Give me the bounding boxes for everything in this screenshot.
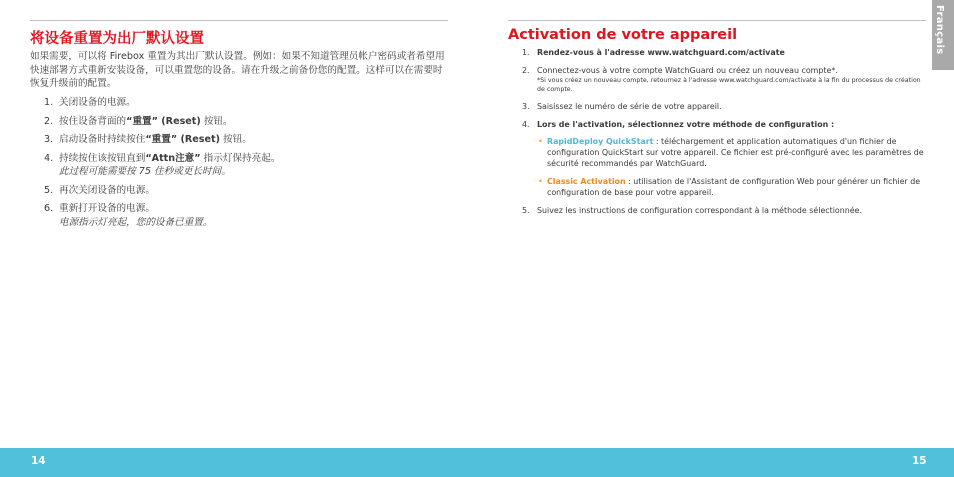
step-number: 1. (44, 97, 54, 108)
language-tab (932, 0, 954, 70)
step-text: 重新打开设备的电源。 (59, 203, 155, 214)
list-item (508, 205, 928, 216)
step-number: 2. (522, 66, 530, 75)
step-text: 持续按住该按钮直到 (59, 152, 146, 164)
method-description: : téléchargement et application automatiques d'un fichier de configuration QuickStart sur votre appareil. Ce fichier est pré-configuré avec les paramètres de sécurité recommandés par WatchGuard. (547, 137, 924, 168)
step-text: Saisissez le numéro de série de votre appareil. (537, 102, 722, 111)
step-number: 4. (522, 120, 530, 129)
top-rule-left (30, 20, 448, 21)
page-number-left: 14 (31, 455, 46, 467)
list-item (537, 176, 928, 198)
step-emphasis: Rendez-vous à l'adresse www.watchguard.com/activate (537, 48, 785, 57)
step-number: 3. (522, 102, 530, 111)
language-tab-label: Français (934, 5, 945, 55)
list-item (508, 47, 928, 58)
method-label: RapidDeploy QuickStart (547, 137, 654, 146)
step-text: 按钮。 (219, 134, 252, 145)
step-number: 2. (44, 115, 54, 127)
bullet-icon: • (538, 137, 543, 146)
list-item (508, 65, 928, 94)
reset-steps-list (30, 96, 450, 234)
method-description: : utilisation de l'Assistant de configuration Web pour générer un fichier de configuration de base pour votre appareil. (547, 177, 921, 197)
footer-bar (0, 448, 954, 477)
list-item (30, 152, 450, 179)
step-number: 4. (44, 152, 54, 164)
step-emphasis: “重置” (Reset) (145, 134, 220, 145)
step-text: 启动设备时持续按住 (59, 134, 146, 145)
list-item (30, 202, 450, 229)
top-rule-right (508, 20, 926, 21)
list-item (508, 101, 928, 112)
list-item (30, 115, 450, 129)
step-emphasis: “Attn注意” (145, 152, 201, 164)
step-number: 6. (44, 203, 54, 214)
list-item (537, 136, 928, 169)
list-item (508, 119, 928, 198)
step-text: 按钮。 (200, 115, 233, 127)
step-number: 5. (522, 206, 530, 215)
step-note: 此过程可能需要按 75 住秒或更长时间。 (59, 166, 231, 177)
step-emphasis: Lors de l'activation, sélectionnez votre méthode de configuration : (537, 120, 835, 129)
step-text: 按住设备背面的 (59, 115, 127, 127)
step-note: 电源指示灯亮起，您的设备已重置。 (59, 216, 213, 228)
step-number: 3. (44, 134, 54, 145)
step-emphasis: “重置” (Reset) (126, 115, 201, 127)
list-item (30, 184, 450, 198)
page-title-right: Activation de votre appareil (508, 27, 738, 43)
step-text: 指示灯保持亮起。 (200, 152, 281, 164)
activation-steps-list (508, 47, 928, 223)
step-number: 1. (522, 48, 530, 57)
list-item (30, 133, 450, 147)
step-text: Suivez les instructions de configuration correspondant à la méthode sélectionnée. (537, 206, 862, 215)
list-item (30, 96, 450, 110)
footnote-text: *Si vous créez un nouveau compte, retournez à l'adresse www.watchguard.com/activate à la fin du processus de création de compte. (537, 77, 921, 93)
method-label: Classic Activation (547, 177, 626, 186)
step-text: 关闭设备的电源。 (59, 97, 136, 108)
step-text: Connectez-vous à votre compte WatchGuard ou créez un nouveau compte*. (537, 66, 838, 75)
config-method-list (537, 136, 928, 198)
step-number: 5. (44, 184, 54, 196)
bullet-icon: • (538, 177, 543, 186)
page-title-left: 将设备重置为出厂默认设置 (30, 31, 204, 47)
intro-paragraph: 如果需要，可以将 Firebox 重置为其出厂默认设置。例如：如果不知道管理员帐户密码或者希望用快速部署方式重新安装设备，可以重置您的设备。请在升级之前备份您的配置。这样可以在需要时恢复升级前的配置。 (30, 51, 445, 89)
step-text: 再次关闭设备的电源。 (59, 184, 155, 196)
page-number-right: 15 (912, 455, 927, 467)
